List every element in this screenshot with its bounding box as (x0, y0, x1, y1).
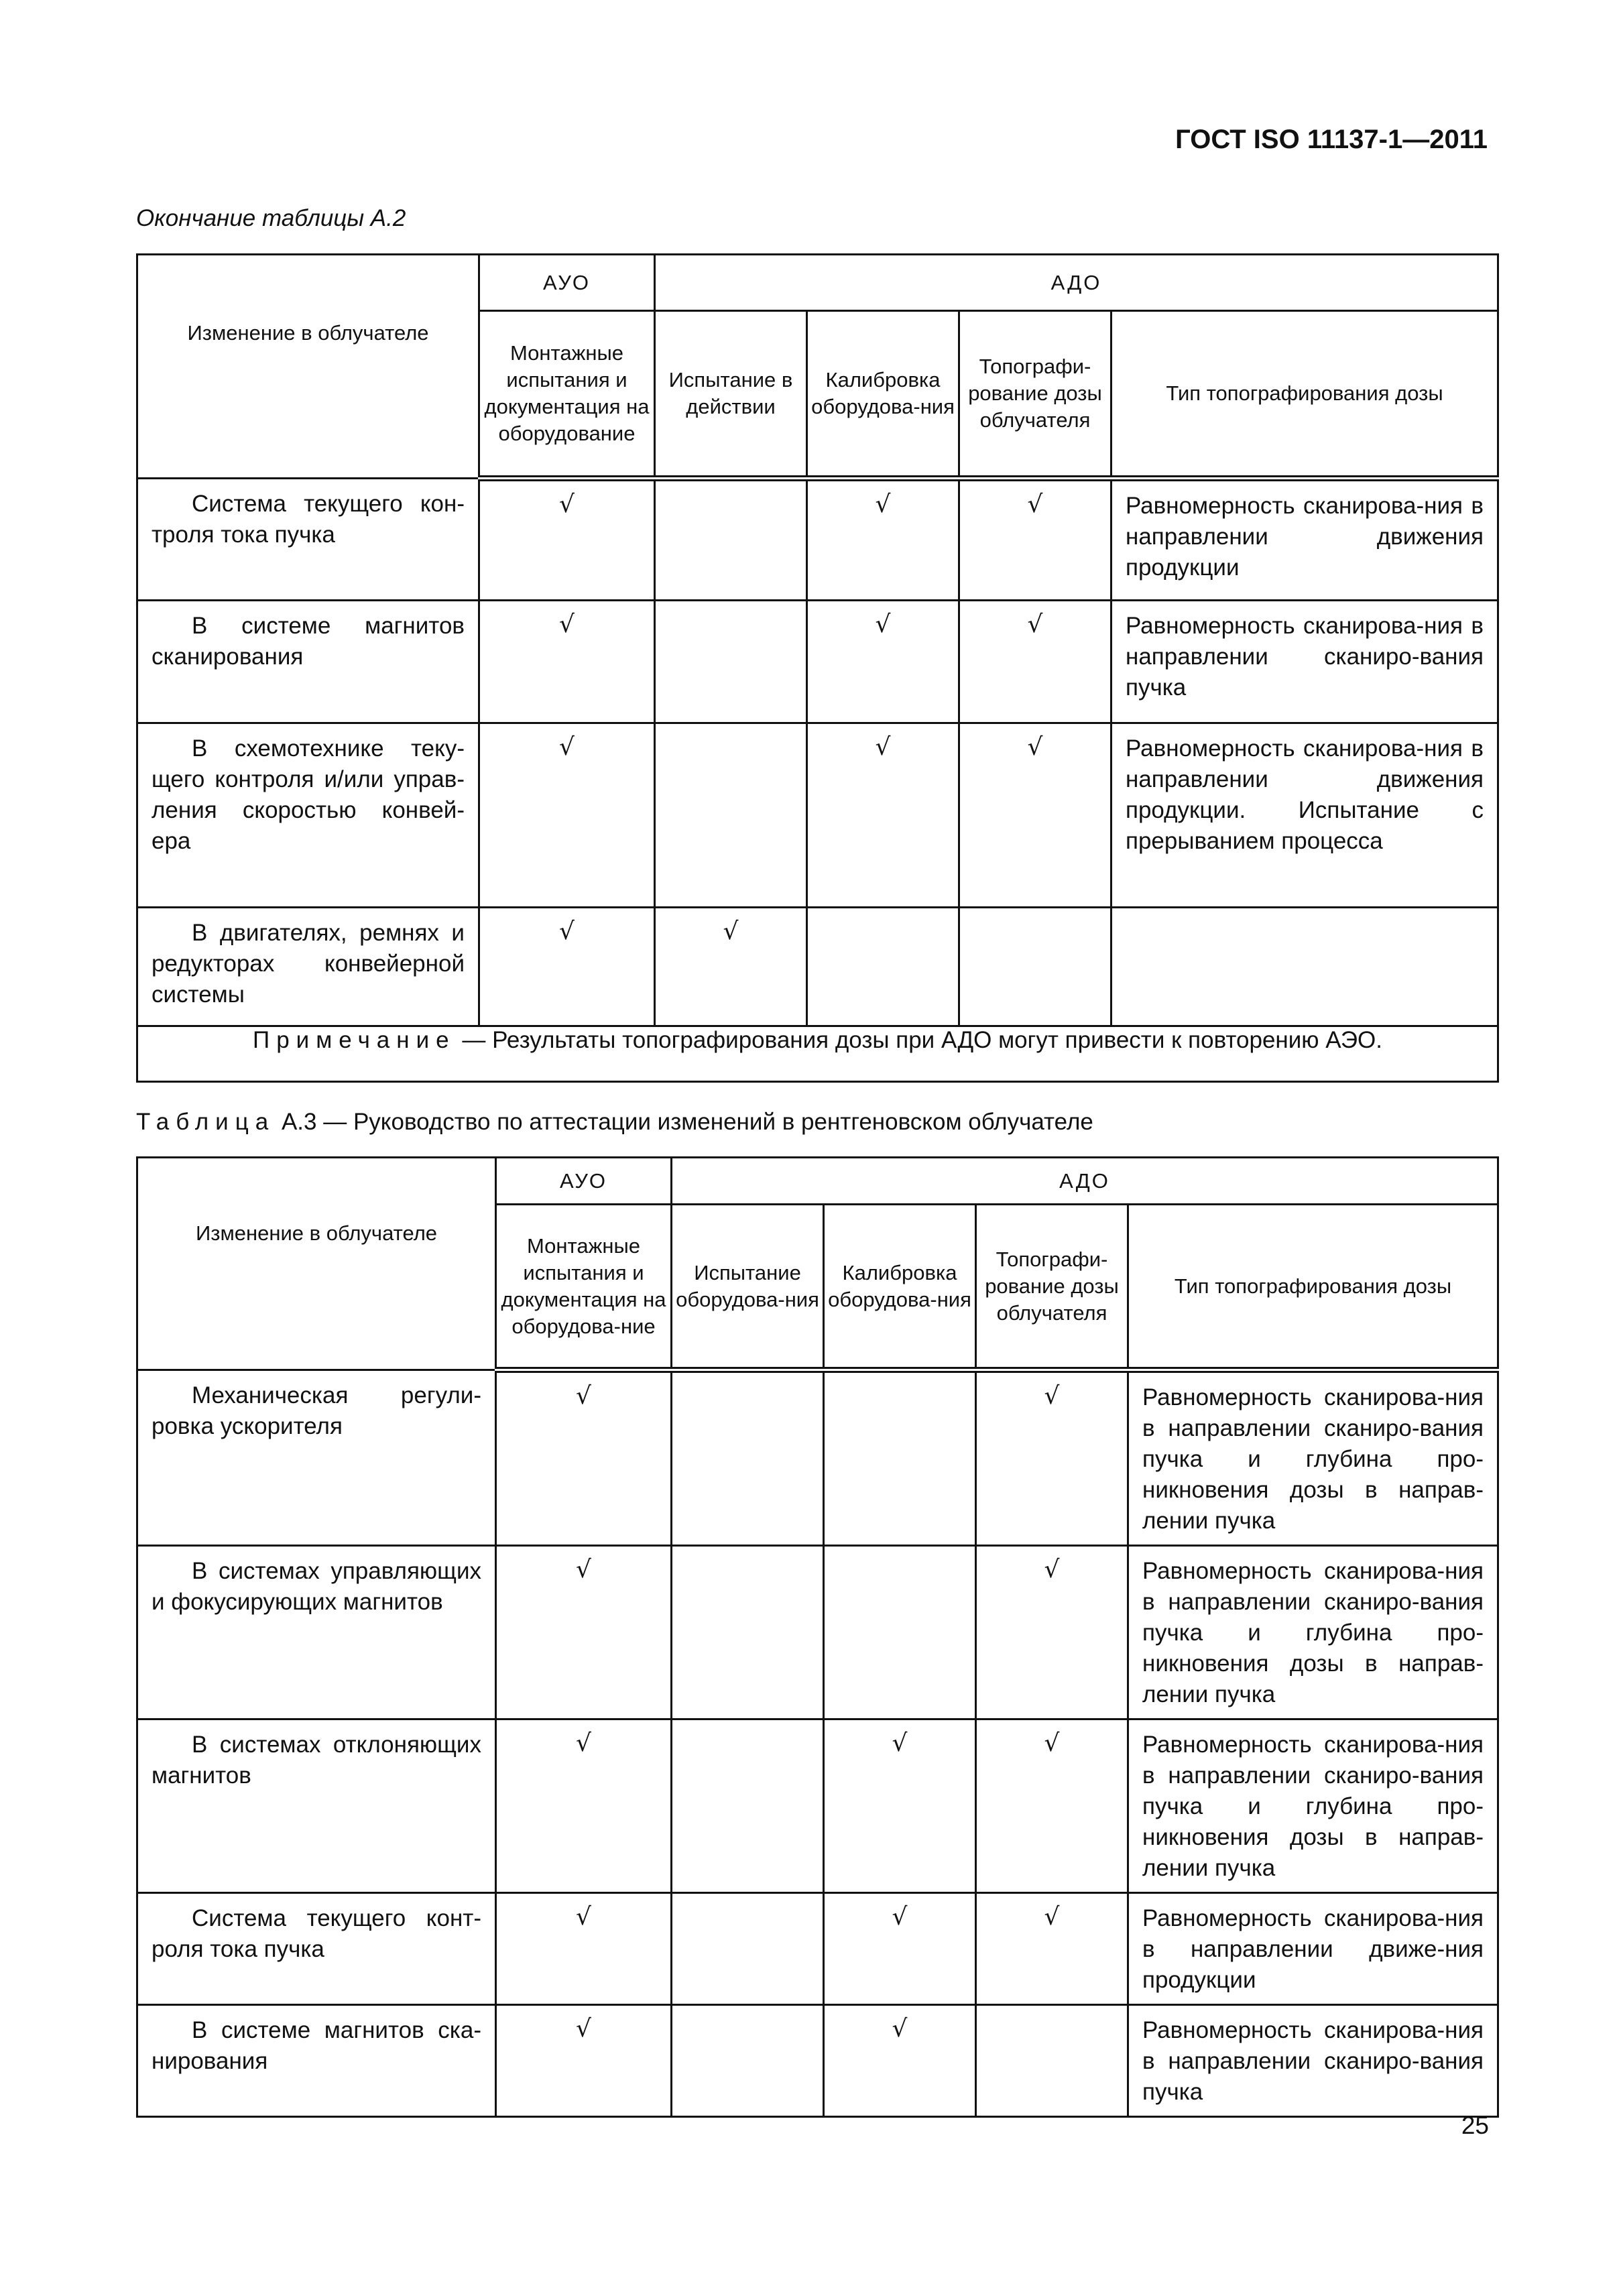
check-mark: √ (576, 1730, 591, 1757)
row-change-name: В схемотехнике теку-щего контроля и/или управ-ления скоростью конвей-ера (152, 735, 465, 854)
header-ado: АДО (655, 255, 1498, 311)
header-install: Монтажные испытания и документация на оборудова-ние (496, 1205, 672, 1370)
header-install: Монтажные испытания и документация на оборудование (479, 311, 655, 479)
row-mapping-type: Равномерность сканирова-ния в направлении движе-ния продукции (1142, 1905, 1484, 1993)
header-operation-test: Испытание в действии (655, 311, 807, 479)
table-note (137, 1026, 1498, 1082)
header-equipment-test: Испытание оборудова-ния (672, 1205, 824, 1370)
table-a3 (136, 1156, 1499, 2118)
check-mark: √ (576, 1382, 591, 1410)
header-calibration: Калибровка оборудова-ния (824, 1205, 976, 1370)
header-ayo: АУО (496, 1158, 672, 1205)
row-change-name: В системе магнитов ска-нирования (152, 2017, 481, 2074)
table-row (137, 1370, 1498, 1546)
document-code: ГОСТ ISO 11137-1—2011 (1175, 125, 1488, 154)
row-mapping-type (1112, 908, 1497, 926)
page-number: 25 (1461, 2112, 1489, 2139)
table-row (137, 479, 1498, 601)
check-mark: √ (1044, 1903, 1060, 1931)
row-mapping-type: Равномерность сканирова-ния в направлении движения продукции (1126, 493, 1484, 581)
note-prefix: Примечание (253, 1027, 456, 1053)
table-title-prefix: Таблица (136, 1109, 276, 1135)
table-row (137, 601, 1498, 723)
check-mark: √ (875, 733, 891, 761)
table-continuation-label: Окончание таблицы А.2 (136, 205, 406, 231)
table-row (137, 1719, 1498, 1893)
check-mark: √ (723, 918, 739, 945)
row-mapping-type: Равномерность сканирова-ния в направлении сканиро-вания пучка и глубина про-никновения дозы в направ-лении пучка (1142, 1732, 1484, 1881)
table-row (137, 2005, 1498, 2117)
row-change-name: Механическая регули-ровка ускорителя (152, 1382, 481, 1439)
row-mapping-type: Равномерность сканирова-ния в направлении сканиро-вания пучка и глубина про-никновения дозы в направ-лении пучка (1142, 1558, 1484, 1707)
header-dose-mapping: Топографи-рование дозы облучателя (976, 1205, 1128, 1370)
header-dose-mapping: Топографи-рование дозы облучателя (959, 311, 1111, 479)
table-row (137, 908, 1498, 1026)
row-mapping-type: Равномерность сканирова-ния в направлении сканиро-вания пучка (1142, 2017, 1484, 2105)
header-ayo: АУО (479, 255, 655, 311)
check-mark: √ (892, 1730, 908, 1757)
check-mark: √ (875, 611, 891, 638)
header-mapping-type: Тип топографирования дозы (1111, 311, 1498, 479)
check-mark: √ (559, 611, 575, 638)
table-row (137, 1546, 1498, 1719)
check-mark: √ (576, 1903, 591, 1931)
table-a3-title (136, 1109, 1093, 1136)
row-change-name: Система текущего кон-троля тока пучка (152, 491, 465, 548)
table-row (137, 723, 1498, 908)
check-mark: √ (875, 491, 891, 518)
note-text: — Результаты топографирования дозы при АДО могут привести к повторению АЭО. (455, 1027, 1382, 1053)
check-mark: √ (576, 1556, 591, 1583)
check-mark: √ (559, 491, 575, 518)
table-title-text: А.3 — Руководство по аттестации изменений в рентгеновском облучателе (275, 1109, 1093, 1135)
check-mark: √ (559, 733, 575, 761)
check-mark: √ (1044, 1382, 1060, 1410)
header-ado: АДО (672, 1158, 1498, 1205)
check-mark: √ (576, 2015, 591, 2043)
table-row (137, 1893, 1498, 2005)
header-calibration: Калибровка оборудова-ния (807, 311, 959, 479)
table-a2 (136, 253, 1499, 1083)
row-mapping-type: Равномерность сканирова-ния в направлении сканиро-вания пучка и глубина про-никновения дозы в направ-лении пучка (1142, 1384, 1484, 1534)
header-mapping-type: Тип топографирования дозы (1128, 1205, 1498, 1370)
check-mark: √ (1027, 491, 1043, 518)
row-change-name: Система текущего конт-роля тока пучка (152, 1905, 481, 1962)
row-mapping-type: Равномерность сканирова-ния в направлении сканиро-вания пучка (1126, 613, 1484, 701)
check-mark: √ (1027, 733, 1043, 761)
row-change-name: В двигателях, ремнях и редукторах конвейерной системы (152, 920, 465, 1008)
header-change: Изменение в облучателе (137, 255, 479, 479)
check-mark: √ (1027, 611, 1043, 638)
header-change: Изменение в облучателе (137, 1158, 496, 1370)
check-mark: √ (1044, 1730, 1060, 1757)
check-mark: √ (1044, 1556, 1060, 1583)
check-mark: √ (892, 2015, 908, 2043)
row-change-name: В системе магнитов сканирования (152, 613, 465, 670)
row-change-name: В системах отклоняющих магнитов (152, 1732, 481, 1789)
check-mark: √ (892, 1903, 908, 1931)
row-change-name: В системах управляющих и фокусирующих магнитов (152, 1558, 481, 1615)
row-mapping-type: Равномерность сканирова-ния в направлении движения продукции. Испытание с прерыванием процесса (1126, 735, 1484, 854)
check-mark: √ (559, 918, 575, 945)
